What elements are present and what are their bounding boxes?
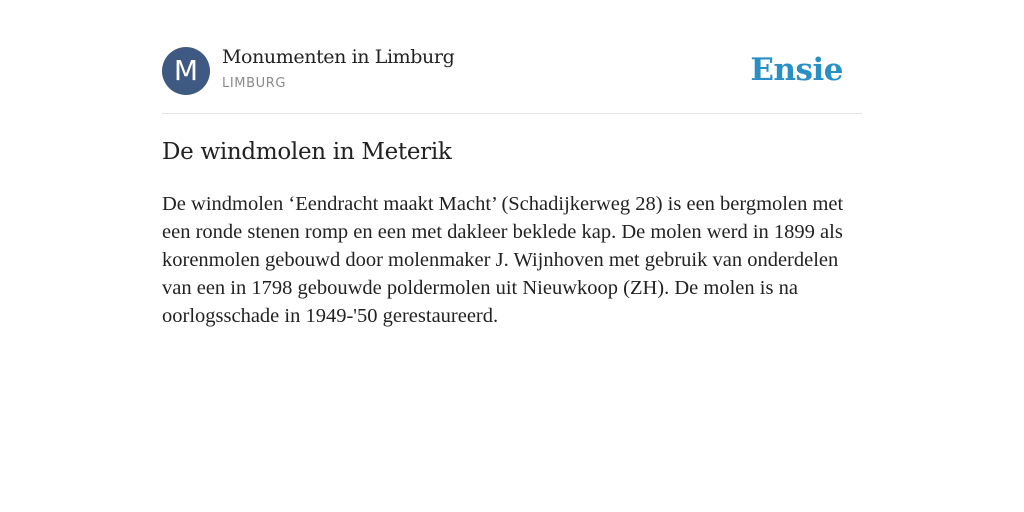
article-body: De windmolen ‘Eendracht maakt Macht’ (Schadijkerweg 28) is een bergmolen met een ronde stenen romp en een met dakleer beklede kap. De molen werd in 1899 als korenmolen gebouwd door molenmaker J. Wijnhoven met gebruik van onderdelen van een in 1798 gebouwde poldermolen uit Nieuwkoop (ZH). De molen is na oorlogsschade in 1949-'50 gerestaureerd. — [162, 193, 844, 327]
article-title: De windmolen in Meterik — [162, 139, 452, 165]
source-subtitle: LIMBURG — [222, 76, 287, 91]
source-title[interactable]: Monumenten in Limburg — [222, 46, 455, 68]
avatar[interactable]: M — [162, 47, 210, 95]
brand-logo[interactable]: Ensie — [750, 52, 843, 88]
header — [162, 0, 862, 114]
content — [162, 0, 862, 327]
